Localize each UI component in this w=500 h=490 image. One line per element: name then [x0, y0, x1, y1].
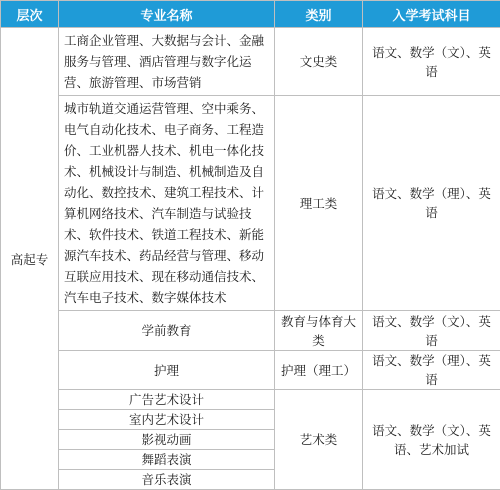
subjects-cell: 语文、数学（文）、英语 — [363, 311, 500, 351]
category-cell: 护理（理工） — [275, 351, 363, 390]
category-cell: 教育与体育大类 — [275, 311, 363, 351]
major-cell: 音乐表演 — [59, 470, 275, 490]
level-cell: 高起专 — [1, 28, 59, 490]
table-row — [1, 96, 500, 311]
subjects-cell: 语文、数学（理）、英语 — [363, 351, 500, 390]
header-level: 层次 — [1, 1, 59, 28]
major-cell: 学前教育 — [59, 311, 275, 351]
subjects-cell: 语文、数学（文）、英语、艺术加试 — [363, 390, 500, 490]
table-row — [1, 351, 500, 390]
category-cell: 文史类 — [275, 28, 363, 96]
header-subjects: 入学考试科目 — [363, 1, 500, 28]
table-row — [1, 390, 500, 410]
subjects-cell: 语文、数学（理）、英语 — [363, 96, 500, 311]
major-cell: 工商企业管理、大数据与会计、金融服务与管理、酒店管理与数字化运营、旅游管理、市场营销 — [59, 28, 275, 96]
major-cell: 舞蹈表演 — [59, 450, 275, 470]
major-cell: 城市轨道交通运营管理、空中乘务、电气自动化技术、电子商务、工程造价、工业机器人技术、机电一体化技术、机械设计与制造、机械制造及自动化、数控技术、建筑工程技术、计算机网络技术、汽车制造与试验技术、软件技术、铁道工程技术、新能源汽车技术、药品经营与管理、移动互联应用技术、现在移动通信技术、汽车电子技术、数字媒体技术 — [59, 96, 275, 311]
major-cell: 广告艺术设计 — [59, 390, 275, 410]
major-cell: 影视动画 — [59, 430, 275, 450]
major-cell: 室内艺术设计 — [59, 410, 275, 430]
category-cell: 艺术类 — [275, 390, 363, 490]
table-row — [1, 311, 500, 351]
major-cell: 护理 — [59, 351, 275, 390]
header-major: 专业名称 — [59, 1, 275, 28]
header-row — [1, 1, 500, 28]
table-row — [1, 28, 500, 96]
header-category: 类别 — [275, 1, 363, 28]
category-cell: 理工类 — [275, 96, 363, 311]
subjects-cell: 语文、数学（文）、英语 — [363, 28, 500, 96]
